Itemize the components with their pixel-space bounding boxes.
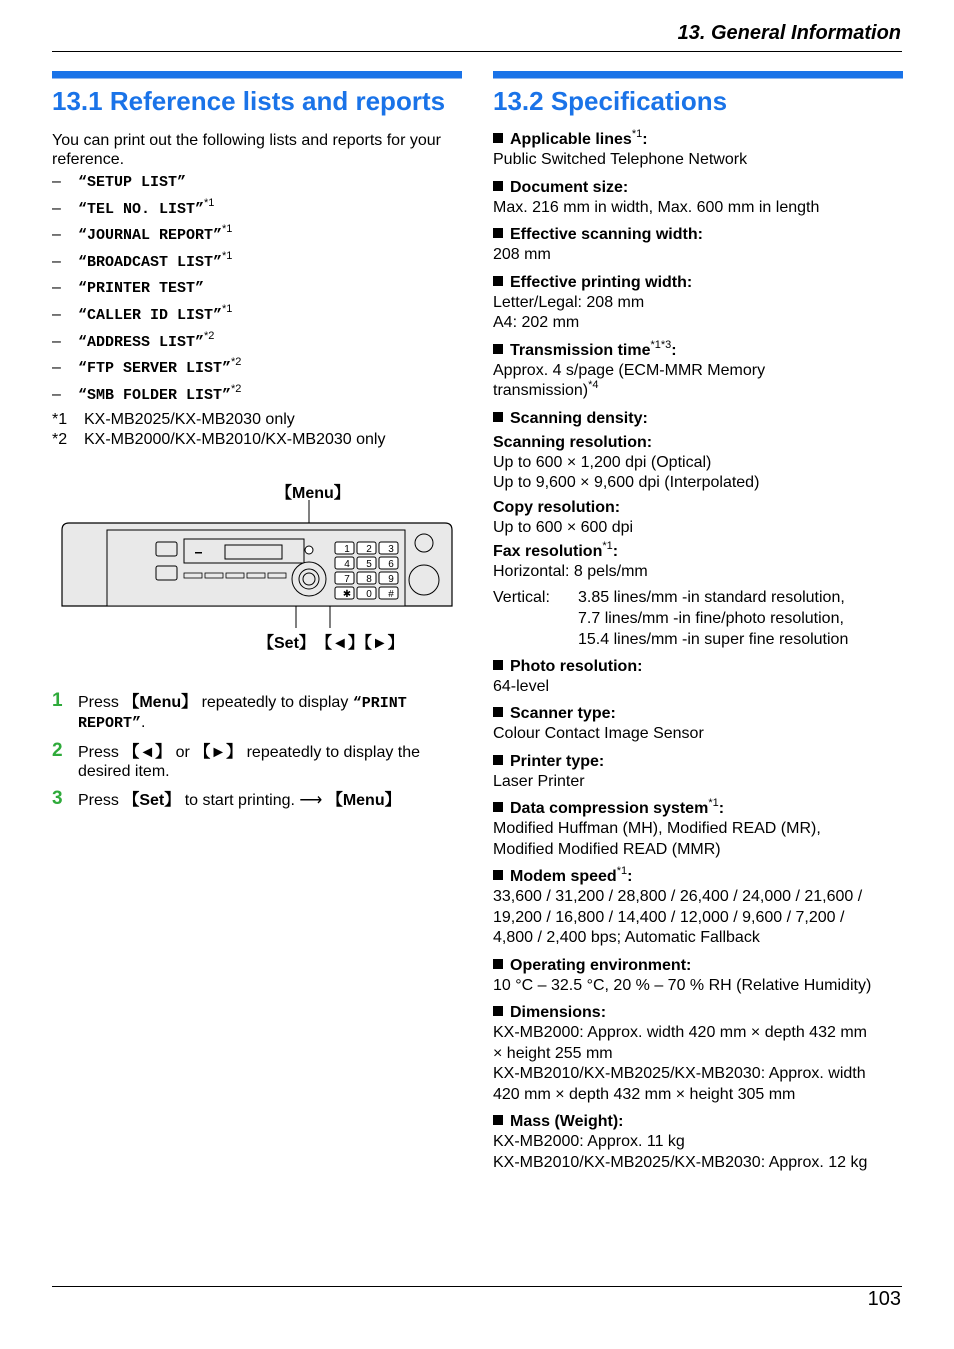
spec-note: *1*3 (650, 338, 672, 351)
menu-button (305, 546, 313, 554)
spec-label: Operating environment: (493, 956, 903, 976)
spec-value: Modified Modified READ (MMR) (493, 840, 721, 858)
spec-value: Laser Printer (493, 772, 585, 790)
footnote (52, 410, 462, 430)
bullet-square-icon (493, 181, 503, 191)
spec-item (493, 867, 903, 949)
list-dash: – (52, 199, 61, 217)
footnote-text: KX-MB2025/KX-MB2030 only (84, 411, 295, 429)
spec-label: Printer type: (493, 752, 903, 772)
spec-value: Public Switched Telephone Network (493, 151, 748, 168)
spec-item (493, 657, 903, 698)
spec-note: *1 (616, 865, 628, 877)
keypad-key-label: 3 (388, 544, 394, 556)
bullet-square-icon (493, 344, 503, 354)
spec-value: 10 °C – 32.5 °C, 20 % – 70 % RH (Relative Humidity) (493, 976, 872, 994)
bullet-square-icon (493, 707, 503, 717)
list-dash: – (52, 385, 61, 403)
list-name: “FTP SERVER LIST” (78, 360, 232, 378)
list-note: *1 (222, 249, 233, 262)
left-button-bottom (156, 566, 177, 580)
list-name: “SMB FOLDER LIST” (78, 386, 232, 404)
spec-value: 19,200 / 16,800 / 14,400 / 12,000 / 9,600 / 7,200 / (493, 908, 845, 926)
spec-value: 3.85 lines/mm -in standard resolution, (578, 588, 845, 606)
spec-label: Applicable lines$^{*1}$: (493, 130, 903, 150)
spec-note: *1 (602, 540, 613, 552)
section-bar (493, 71, 903, 79)
keypad-key-label: 2 (366, 544, 372, 556)
spec-value: transmission)$^{*4}$ (493, 379, 599, 399)
display-mark (195, 552, 202, 554)
set-button (303, 573, 315, 585)
bullet-square-icon (493, 412, 503, 422)
menu-key-label: 【Menu】 (276, 485, 350, 503)
spec-label: Document size: (493, 178, 903, 198)
spec-value: KX-MB2000: Approx. width 420 mm × depth 432 mm (493, 1024, 867, 1041)
list-item (52, 224, 462, 251)
spec-value: Horizontal: 8 pels/mm (493, 563, 648, 580)
list-dash: – (52, 252, 61, 270)
list-item (52, 304, 462, 331)
keypad-key-label: 6 (388, 559, 394, 571)
section-bar (52, 71, 462, 79)
spec-value: KX-MB2010/KX-MB2025/KX-MB2030: Approx. width (493, 1065, 866, 1082)
key-name: 【Menu】 (123, 694, 198, 712)
step-item: 2 Press 【◄】 or 【►】 repeatedly to display the desired item. (52, 740, 421, 781)
spec-item (493, 338, 903, 402)
list-note: *2 (231, 382, 242, 395)
bullet-square-icon (493, 1006, 503, 1016)
bullet-square-icon (493, 133, 503, 143)
list-note: *1 (222, 302, 233, 315)
list-note: *2 (231, 356, 242, 369)
list-name: “TEL NO. LIST” (78, 200, 205, 218)
spec-value: Approx. 4 s/page (ECM-MMR Memory (493, 361, 766, 379)
spec-item (493, 409, 903, 650)
keypad-key-label: 0 (366, 589, 372, 601)
report-list (52, 171, 462, 410)
spec-label: Effective printing width: (493, 273, 903, 293)
device-figure (52, 478, 462, 653)
footnote-mark: *2 (52, 431, 68, 449)
spec-value: Up to 9,600 × 9,600 dpi (Interpolated) (493, 474, 760, 491)
spec-item (493, 1112, 903, 1173)
chapter-header: 13. General Information (677, 22, 901, 44)
list-item (52, 251, 462, 278)
spec-item (493, 799, 903, 860)
spec-label: Data compression system$^{*1}$: (493, 799, 903, 819)
spec-label: Photo resolution: (493, 657, 903, 677)
spec-label: Mass (Weight): (493, 1112, 903, 1132)
spec-list (493, 130, 903, 1173)
step-item: 3 Press 【Set】 to start printing. ⟶ 【Menu】 (52, 788, 401, 810)
spec-note: *1 (631, 128, 643, 140)
list-dash: – (52, 305, 61, 323)
footnote-text: KX-MB2000/KX-MB2010/KX-MB2030 only (84, 431, 386, 449)
step-number: 3 (52, 788, 63, 810)
spec-item (493, 178, 903, 219)
keypad-key-label: ✱ (342, 589, 352, 601)
key-name: 【Menu】 (326, 792, 401, 810)
display-text: “PRINT REPORT” (78, 695, 407, 733)
step-number: 2 (52, 740, 63, 762)
list-dash: – (52, 226, 61, 244)
spec-label: Modem speed$^{*1}$: (493, 867, 903, 887)
list-name: “ADDRESS LIST” (78, 333, 205, 351)
spec-subitem (493, 433, 903, 494)
spec-subitem (493, 498, 903, 539)
list-dash: – (52, 279, 61, 297)
key-name: 【Set】 (123, 792, 181, 810)
spec-label: Dimensions: (493, 1003, 903, 1023)
keypad-key-label: # (388, 589, 394, 601)
spec-label: Scanning density: (493, 409, 903, 429)
spec-label: Effective scanning width: (493, 225, 903, 245)
arrow-icon: ⟶ (299, 792, 323, 810)
keypad-key-label: 9 (388, 574, 394, 586)
spec-value: KX-MB2000: Approx. 11 kg (493, 1133, 685, 1150)
step-number: 1 (52, 690, 63, 712)
page-number: 103 (867, 1288, 901, 1310)
spec-item (493, 273, 903, 334)
list-note: *1 (222, 223, 233, 236)
spec-value: 4,800 / 2,400 bps; Automatic Fallback (493, 929, 760, 946)
spec-subitem (493, 542, 903, 650)
spec-value: 208 mm (493, 246, 551, 263)
spec-value: 15.4 lines/mm -in super fine resolution (578, 630, 849, 648)
spec-value: KX-MB2010/KX-MB2025/KX-MB2030: Approx. 12 kg (493, 1153, 868, 1171)
list-name: “BROADCAST LIST” (78, 253, 223, 271)
vertical-label: Vertical: (493, 588, 550, 606)
list-note: *1 (204, 196, 215, 209)
footnotes (52, 410, 462, 450)
spec-label: Scanner type: (493, 704, 903, 724)
list-dash: – (52, 173, 61, 190)
arrow-keys-label: 【◄】【►】 (316, 635, 404, 653)
spec-value: 64-level (493, 677, 550, 695)
spec-sublabel: Scanning resolution: (493, 433, 653, 451)
footnote-mark: *1 (52, 411, 68, 429)
key-name: 【◄】 (123, 744, 172, 762)
left-button-top (156, 542, 177, 556)
steps (52, 690, 462, 810)
list-name: “PRINTER TEST” (78, 280, 205, 298)
spec-label: Transmission time$^{*1*3}$: (493, 341, 903, 361)
spec-value: Up to 600 × 600 dpi (493, 518, 634, 536)
spec-sublabel: Copy resolution: (493, 498, 621, 516)
bullet-square-icon (493, 802, 503, 812)
section-title-specifications: 13.2 Specifications (493, 86, 728, 116)
list-item (52, 357, 462, 384)
list-item (52, 384, 462, 411)
list-note: *2 (204, 329, 215, 342)
spec-sublabel: Fax resolution$^{*1}$: (493, 540, 619, 560)
set-key-label: 【Set】 (258, 635, 315, 653)
keypad-key-label: 5 (366, 559, 372, 571)
section-title-reference: 13.1 Reference lists and reports (52, 86, 446, 116)
keypad-key-label: 1 (344, 544, 350, 556)
bullet-square-icon (493, 959, 503, 969)
list-item (52, 198, 462, 225)
list-dash: – (52, 332, 61, 350)
start-button (409, 565, 439, 595)
key-name: 【►】 (194, 744, 243, 762)
list-name: “SETUP LIST” (78, 174, 187, 191)
vertical-resolution (493, 587, 903, 650)
list-item (52, 277, 462, 304)
spec-value: 7.7 lines/mm -in fine/photo resolution, (578, 609, 844, 627)
spec-value: Letter/Legal: 208 mm (493, 293, 645, 311)
spec-item (493, 704, 903, 745)
spec-note: *1 (708, 797, 719, 809)
spec-item (493, 1003, 903, 1105)
header-rule (52, 51, 902, 52)
spec-item (493, 130, 903, 171)
left-column (52, 71, 462, 820)
list-item (52, 331, 462, 358)
bullet-square-icon (493, 1115, 503, 1125)
spec-value: Colour Contact Image Sensor (493, 725, 704, 742)
spec-item (493, 752, 903, 793)
spec-value: × height 255 mm (493, 1044, 613, 1062)
bullet-square-icon (493, 660, 503, 670)
spec-value: 420 mm × depth 432 mm × height 305 mm (493, 1085, 796, 1103)
list-name: “JOURNAL REPORT” (78, 227, 223, 245)
right-button-small (415, 534, 433, 552)
spec-value: Up to 600 × 1,200 dpi (Optical) (493, 453, 712, 471)
right-column (493, 71, 903, 1180)
list-dash: – (52, 359, 61, 377)
bullet-square-icon (493, 276, 503, 286)
keypad-key-label: 7 (344, 574, 350, 586)
control-panel-illustration (52, 478, 462, 653)
spec-value: Max. 216 mm in width, Max. 600 mm in length (493, 198, 820, 216)
bullet-square-icon (493, 870, 503, 880)
list-name: “CALLER ID LIST” (78, 306, 223, 324)
footnote (52, 430, 462, 450)
bullet-square-icon (493, 755, 503, 765)
bullet-square-icon (493, 228, 503, 238)
spec-item (493, 225, 903, 266)
list-item (52, 171, 462, 198)
spec-item (493, 956, 903, 997)
step-item: 1 Press 【Menu】 repeatedly to display “PRINT REPORT”. (52, 690, 407, 733)
spec-value: A4: 202 mm (493, 314, 580, 331)
keypad-key-label: 4 (344, 559, 350, 571)
lcd-screen (225, 545, 282, 559)
keypad-key-label: 8 (366, 574, 372, 586)
spec-value: Modified Huffman (MH), Modified READ (MR), (493, 820, 821, 837)
spec-note: *4 (588, 379, 599, 391)
intro-text: You can print out the following lists and reports for your reference. (52, 132, 441, 168)
footer-rule (52, 1286, 902, 1287)
spec-value: 33,600 / 31,200 / 28,800 / 26,400 / 24,000 / 21,600 / (493, 888, 863, 905)
